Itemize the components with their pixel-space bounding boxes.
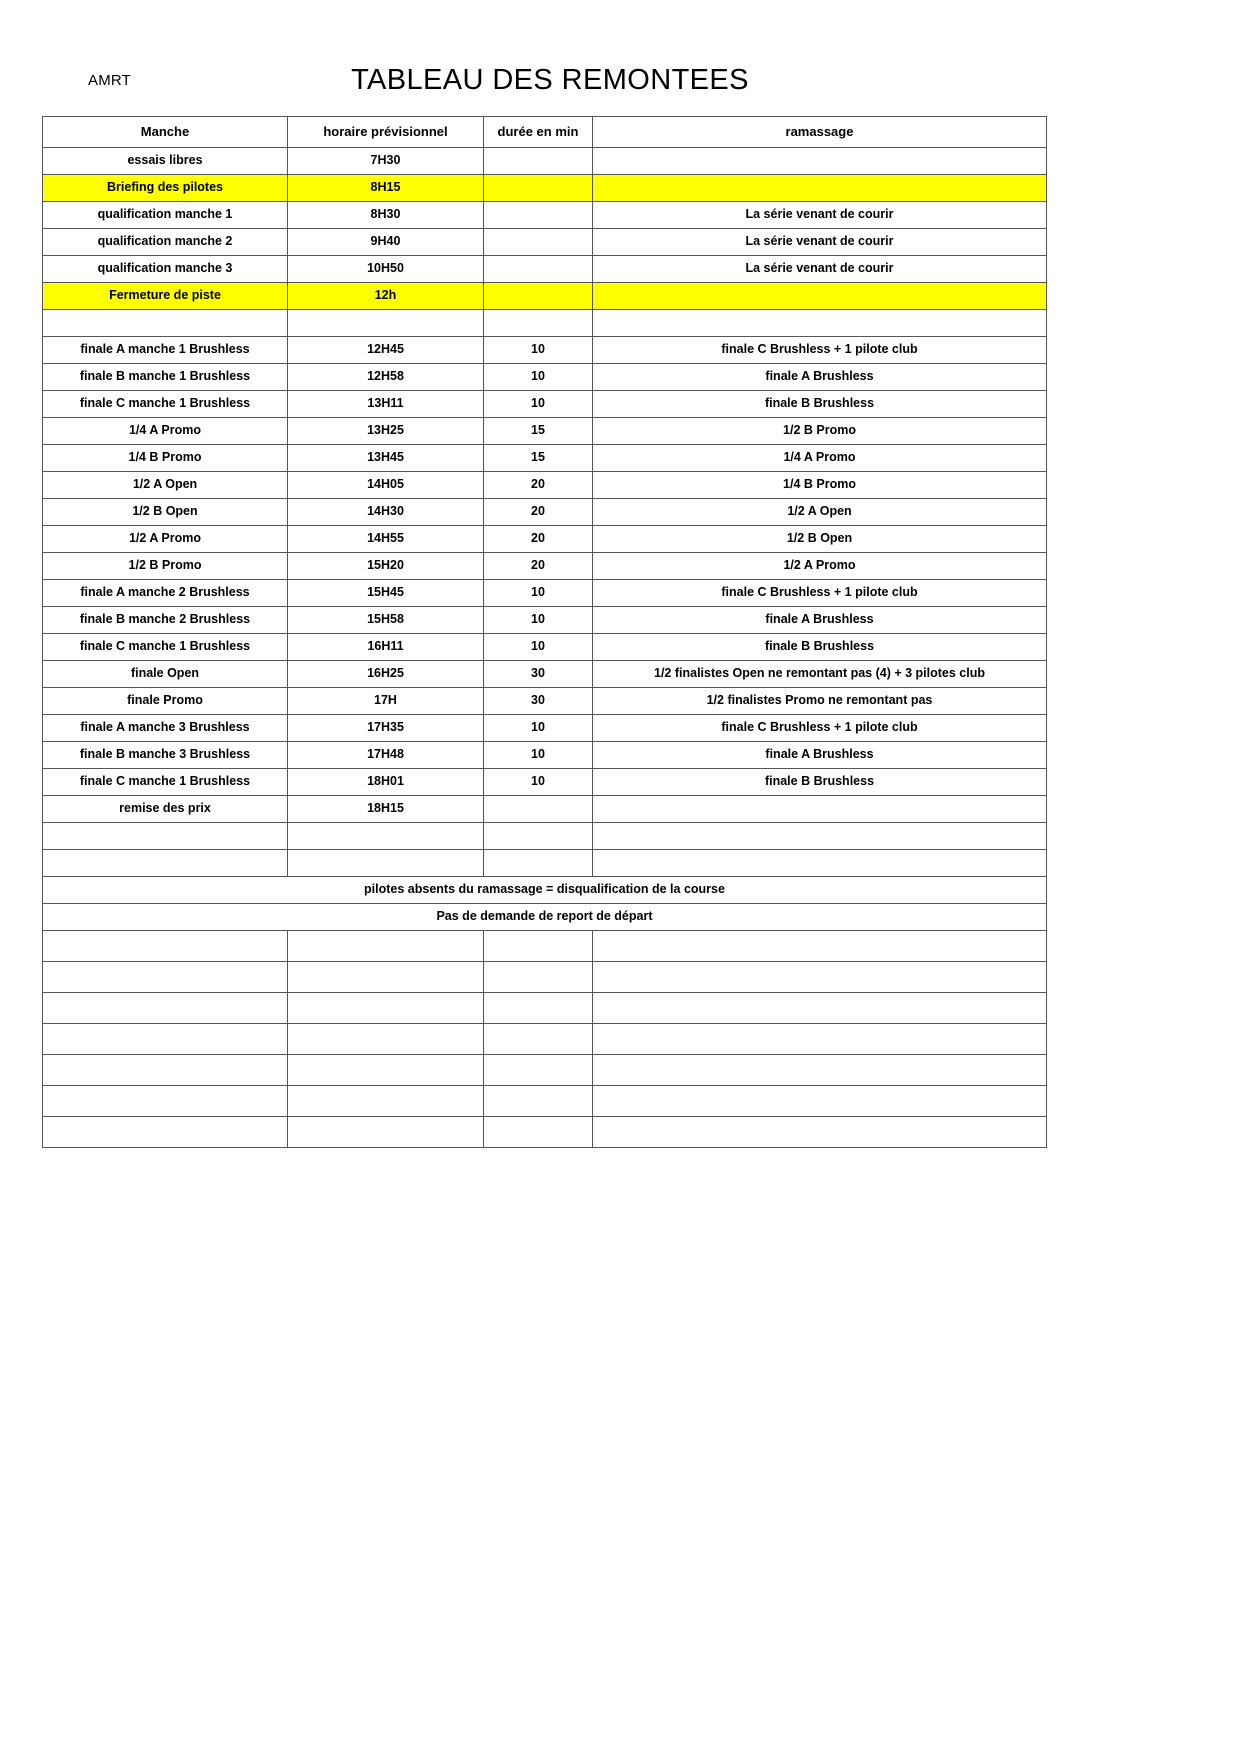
column-header-ramassage: ramassage bbox=[593, 117, 1047, 148]
cell-horaire: 17H bbox=[288, 688, 484, 715]
cell-ramassage: 1/2 B Promo bbox=[593, 418, 1047, 445]
cell-horaire: 15H58 bbox=[288, 607, 484, 634]
table-row bbox=[43, 634, 1047, 661]
cell-ramassage: 1/4 B Promo bbox=[593, 472, 1047, 499]
table-header-row bbox=[43, 117, 1047, 148]
cell-ramassage: finale A Brushless bbox=[593, 607, 1047, 634]
blank-cell bbox=[484, 1086, 593, 1117]
cell-ramassage bbox=[593, 850, 1047, 877]
table-row bbox=[43, 688, 1047, 715]
cell-duree: 10 bbox=[484, 742, 593, 769]
cell-manche: qualification manche 1 bbox=[43, 202, 288, 229]
cell-manche: finale C manche 1 Brushless bbox=[43, 634, 288, 661]
warning-banner-text: pilotes absents du ramassage = disqualification de la course bbox=[43, 877, 1047, 904]
table-row bbox=[43, 256, 1047, 283]
cell-duree: 10 bbox=[484, 607, 593, 634]
table-row bbox=[43, 553, 1047, 580]
cell-manche: finale C manche 1 Brushless bbox=[43, 391, 288, 418]
blank-cell bbox=[593, 1024, 1047, 1055]
blank-cell bbox=[484, 1117, 593, 1148]
table-row bbox=[43, 391, 1047, 418]
cell-horaire: 16H25 bbox=[288, 661, 484, 688]
blank-cell bbox=[288, 1055, 484, 1086]
table-row bbox=[43, 364, 1047, 391]
cell-horaire: 13H45 bbox=[288, 445, 484, 472]
table-row bbox=[43, 742, 1047, 769]
cell-horaire: 9H40 bbox=[288, 229, 484, 256]
cell-horaire: 12h bbox=[288, 283, 484, 310]
blank-cell bbox=[484, 993, 593, 1024]
warning-banner-row bbox=[43, 904, 1047, 931]
cell-ramassage: 1/2 finalistes Open ne remontant pas (4) + 3 pilotes club bbox=[593, 661, 1047, 688]
cell-horaire: 14H05 bbox=[288, 472, 484, 499]
table-row bbox=[43, 310, 1047, 337]
table-row bbox=[43, 148, 1047, 175]
cell-manche bbox=[43, 310, 288, 337]
cell-horaire: 12H45 bbox=[288, 337, 484, 364]
cell-horaire bbox=[288, 850, 484, 877]
schedule-table-wrapper bbox=[42, 116, 1046, 1148]
table-row bbox=[43, 850, 1047, 877]
cell-duree: 15 bbox=[484, 418, 593, 445]
table-row bbox=[43, 175, 1047, 202]
cell-horaire: 8H15 bbox=[288, 175, 484, 202]
cell-manche: finale Promo bbox=[43, 688, 288, 715]
cell-duree: 30 bbox=[484, 688, 593, 715]
cell-ramassage bbox=[593, 148, 1047, 175]
table-row bbox=[43, 202, 1047, 229]
blank-cell bbox=[288, 962, 484, 993]
cell-duree bbox=[484, 256, 593, 283]
cell-horaire: 16H11 bbox=[288, 634, 484, 661]
cell-manche: finale B manche 3 Brushless bbox=[43, 742, 288, 769]
cell-ramassage: finale C Brushless + 1 pilote club bbox=[593, 337, 1047, 364]
cell-manche: finale B manche 1 Brushless bbox=[43, 364, 288, 391]
table-row bbox=[43, 445, 1047, 472]
cell-horaire: 8H30 bbox=[288, 202, 484, 229]
cell-duree: 10 bbox=[484, 715, 593, 742]
table-row bbox=[43, 283, 1047, 310]
cell-horaire: 18H01 bbox=[288, 769, 484, 796]
cell-duree: 10 bbox=[484, 337, 593, 364]
cell-ramassage bbox=[593, 283, 1047, 310]
cell-ramassage: 1/2 B Open bbox=[593, 526, 1047, 553]
table-row bbox=[43, 337, 1047, 364]
blank-row bbox=[43, 1086, 1047, 1117]
cell-horaire: 17H48 bbox=[288, 742, 484, 769]
blank-cell bbox=[43, 1055, 288, 1086]
table-row bbox=[43, 769, 1047, 796]
cell-horaire: 10H50 bbox=[288, 256, 484, 283]
cell-duree bbox=[484, 796, 593, 823]
blank-cell bbox=[43, 1086, 288, 1117]
cell-duree bbox=[484, 850, 593, 877]
cell-manche: qualification manche 2 bbox=[43, 229, 288, 256]
cell-horaire: 13H25 bbox=[288, 418, 484, 445]
cell-ramassage: finale A Brushless bbox=[593, 742, 1047, 769]
blank-cell bbox=[288, 1024, 484, 1055]
cell-ramassage: 1/2 A Open bbox=[593, 499, 1047, 526]
cell-manche: 1/2 B Open bbox=[43, 499, 288, 526]
cell-ramassage: finale B Brushless bbox=[593, 769, 1047, 796]
cell-duree bbox=[484, 283, 593, 310]
column-header-duree: durée en min bbox=[484, 117, 593, 148]
cell-ramassage: finale B Brushless bbox=[593, 634, 1047, 661]
cell-ramassage: finale A Brushless bbox=[593, 364, 1047, 391]
table-row bbox=[43, 229, 1047, 256]
blank-cell bbox=[43, 993, 288, 1024]
cell-ramassage bbox=[593, 175, 1047, 202]
cell-duree: 10 bbox=[484, 769, 593, 796]
cell-ramassage: La série venant de courir bbox=[593, 202, 1047, 229]
cell-duree bbox=[484, 148, 593, 175]
cell-manche: 1/4 B Promo bbox=[43, 445, 288, 472]
cell-manche: finale Open bbox=[43, 661, 288, 688]
cell-ramassage: finale C Brushless + 1 pilote club bbox=[593, 715, 1047, 742]
cell-manche: 1/2 B Promo bbox=[43, 553, 288, 580]
blank-cell bbox=[593, 993, 1047, 1024]
cell-manche: remise des prix bbox=[43, 796, 288, 823]
cell-ramassage: La série venant de courir bbox=[593, 229, 1047, 256]
blank-cell bbox=[288, 1117, 484, 1148]
cell-horaire: 18H15 bbox=[288, 796, 484, 823]
blank-cell bbox=[43, 962, 288, 993]
blank-cell bbox=[484, 962, 593, 993]
cell-duree bbox=[484, 310, 593, 337]
warning-banner-text: Pas de demande de report de départ bbox=[43, 904, 1047, 931]
cell-duree: 10 bbox=[484, 364, 593, 391]
table-row bbox=[43, 418, 1047, 445]
column-header-manche: Manche bbox=[43, 117, 288, 148]
table-row bbox=[43, 796, 1047, 823]
cell-manche: 1/2 A Promo bbox=[43, 526, 288, 553]
cell-ramassage: finale B Brushless bbox=[593, 391, 1047, 418]
cell-manche: finale A manche 3 Brushless bbox=[43, 715, 288, 742]
table-row bbox=[43, 661, 1047, 688]
blank-cell bbox=[593, 931, 1047, 962]
cell-duree bbox=[484, 229, 593, 256]
table-row bbox=[43, 499, 1047, 526]
cell-manche: Briefing des pilotes bbox=[43, 175, 288, 202]
table-row bbox=[43, 715, 1047, 742]
organisation-label: AMRT bbox=[88, 72, 132, 89]
schedule-table-body bbox=[43, 117, 1047, 1148]
blank-cell bbox=[484, 1055, 593, 1086]
cell-manche: finale A manche 1 Brushless bbox=[43, 337, 288, 364]
page-title: TABLEAU DES REMONTEES bbox=[351, 64, 749, 96]
table-row bbox=[43, 823, 1047, 850]
blank-row bbox=[43, 1055, 1047, 1086]
blank-cell bbox=[593, 962, 1047, 993]
blank-cell bbox=[288, 993, 484, 1024]
cell-duree: 20 bbox=[484, 526, 593, 553]
cell-horaire: 15H45 bbox=[288, 580, 484, 607]
cell-manche: finale C manche 1 Brushless bbox=[43, 769, 288, 796]
schedule-table bbox=[42, 116, 1047, 1148]
cell-ramassage: 1/4 A Promo bbox=[593, 445, 1047, 472]
cell-horaire bbox=[288, 310, 484, 337]
blank-row bbox=[43, 993, 1047, 1024]
blank-cell bbox=[43, 1024, 288, 1055]
cell-manche: Fermeture de piste bbox=[43, 283, 288, 310]
cell-ramassage bbox=[593, 310, 1047, 337]
blank-cell bbox=[593, 1086, 1047, 1117]
blank-cell bbox=[288, 931, 484, 962]
cell-ramassage: 1/2 finalistes Promo ne remontant pas bbox=[593, 688, 1047, 715]
blank-cell bbox=[288, 1086, 484, 1117]
cell-duree: 10 bbox=[484, 580, 593, 607]
warning-banner-row bbox=[43, 877, 1047, 904]
cell-duree: 10 bbox=[484, 391, 593, 418]
blank-cell bbox=[593, 1117, 1047, 1148]
cell-manche bbox=[43, 823, 288, 850]
cell-horaire: 12H58 bbox=[288, 364, 484, 391]
cell-duree: 15 bbox=[484, 445, 593, 472]
cell-ramassage: La série venant de courir bbox=[593, 256, 1047, 283]
blank-cell bbox=[43, 1117, 288, 1148]
cell-manche: essais libres bbox=[43, 148, 288, 175]
cell-manche: finale B manche 2 Brushless bbox=[43, 607, 288, 634]
cell-horaire bbox=[288, 823, 484, 850]
cell-ramassage bbox=[593, 823, 1047, 850]
column-header-horaire: horaire prévisionnel bbox=[288, 117, 484, 148]
table-row bbox=[43, 526, 1047, 553]
cell-duree: 20 bbox=[484, 472, 593, 499]
cell-duree: 10 bbox=[484, 634, 593, 661]
cell-horaire: 17H35 bbox=[288, 715, 484, 742]
blank-row bbox=[43, 962, 1047, 993]
cell-horaire: 14H55 bbox=[288, 526, 484, 553]
cell-manche: 1/2 A Open bbox=[43, 472, 288, 499]
cell-ramassage: finale C Brushless + 1 pilote club bbox=[593, 580, 1047, 607]
cell-duree: 30 bbox=[484, 661, 593, 688]
blank-cell bbox=[593, 1055, 1047, 1086]
blank-cell bbox=[43, 931, 288, 962]
cell-manche bbox=[43, 850, 288, 877]
blank-row bbox=[43, 1117, 1047, 1148]
cell-manche: qualification manche 3 bbox=[43, 256, 288, 283]
cell-duree bbox=[484, 175, 593, 202]
cell-horaire: 14H30 bbox=[288, 499, 484, 526]
table-row bbox=[43, 580, 1047, 607]
cell-ramassage: 1/2 A Promo bbox=[593, 553, 1047, 580]
blank-row bbox=[43, 931, 1047, 962]
cell-duree: 20 bbox=[484, 553, 593, 580]
cell-manche: 1/4 A Promo bbox=[43, 418, 288, 445]
cell-manche: finale A manche 2 Brushless bbox=[43, 580, 288, 607]
table-row bbox=[43, 472, 1047, 499]
cell-horaire: 13H11 bbox=[288, 391, 484, 418]
cell-horaire: 7H30 bbox=[288, 148, 484, 175]
cell-horaire: 15H20 bbox=[288, 553, 484, 580]
cell-duree bbox=[484, 823, 593, 850]
blank-cell bbox=[484, 1024, 593, 1055]
table-row bbox=[43, 607, 1047, 634]
cell-ramassage bbox=[593, 796, 1047, 823]
cell-duree bbox=[484, 202, 593, 229]
cell-duree: 20 bbox=[484, 499, 593, 526]
blank-row bbox=[43, 1024, 1047, 1055]
blank-cell bbox=[484, 931, 593, 962]
